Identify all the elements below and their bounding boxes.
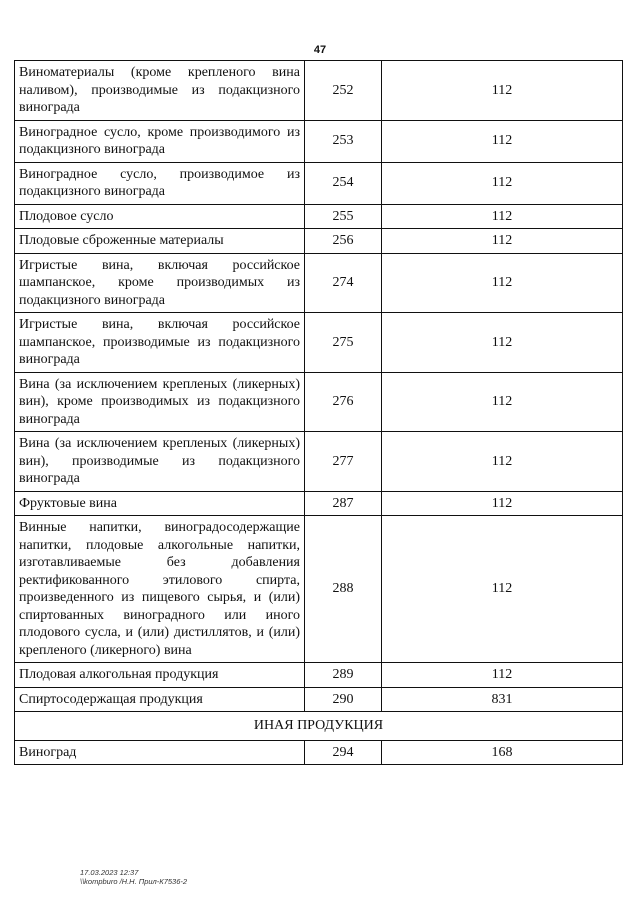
table-row (15, 162, 623, 204)
rate-value: 112 (382, 372, 623, 432)
table-row (15, 516, 623, 663)
product-code: 252 (305, 61, 382, 121)
rate-value: 112 (382, 516, 623, 663)
product-name: Вина (за исключением крепленых (ликерных) вин), производимые из подакцизного винограда (15, 432, 305, 492)
rate-value: 831 (382, 687, 623, 712)
product-name: Вина (за исключением крепленых (ликерных) вин), кроме производимых из подакцизного винограда (15, 372, 305, 432)
product-name: Игристые вина, включая российское шампанское, кроме производимых из подакцизного винограда (15, 253, 305, 313)
section-row (15, 712, 623, 741)
rate-value: 112 (382, 120, 623, 162)
table-row (15, 372, 623, 432)
section-title: ИНАЯ ПРОДУКЦИЯ (15, 712, 623, 741)
table-row (15, 204, 623, 229)
table-row (15, 432, 623, 492)
table-row (15, 687, 623, 712)
table-row (15, 120, 623, 162)
product-name: Виноградное сусло, производимое из подакцизного винограда (15, 162, 305, 204)
product-code: 288 (305, 516, 382, 663)
table-row (15, 61, 623, 121)
rate-value: 112 (382, 162, 623, 204)
product-name: Игристые вина, включая российское шампанское, производимые из подакцизного винограда (15, 313, 305, 373)
document-footer (80, 868, 187, 886)
product-code: 294 (305, 740, 382, 765)
table-row (15, 313, 623, 373)
rates-table (14, 60, 623, 765)
product-name: Виноградное сусло, кроме производимого из подакцизного винограда (15, 120, 305, 162)
rate-value: 112 (382, 61, 623, 121)
table-row (15, 253, 623, 313)
rate-value: 112 (382, 229, 623, 254)
rate-value: 112 (382, 663, 623, 688)
product-code: 289 (305, 663, 382, 688)
table-row (15, 663, 623, 688)
product-code: 276 (305, 372, 382, 432)
product-code: 254 (305, 162, 382, 204)
rate-value: 112 (382, 253, 623, 313)
table-row (15, 491, 623, 516)
rate-value: 112 (382, 204, 623, 229)
product-name: Виноград (15, 740, 305, 765)
table-row (15, 229, 623, 254)
product-name: Фруктовые вина (15, 491, 305, 516)
product-code: 275 (305, 313, 382, 373)
rate-value: 112 (382, 313, 623, 373)
rate-value: 112 (382, 432, 623, 492)
product-code: 287 (305, 491, 382, 516)
product-name: Плодовые сброженные материалы (15, 229, 305, 254)
product-name: Спиртосодержащая продукция (15, 687, 305, 712)
rate-value: 168 (382, 740, 623, 765)
footer-author: \\kompburo /Н.Н. Прил-К7536-2 (80, 877, 188, 886)
page-number: 47 (313, 44, 327, 56)
rate-value: 112 (382, 491, 623, 516)
product-name: Винные напитки, виноградосодержащие напитки, плодовые алкогольные напитки, изготавливаемые без добавления ректификованного этилового спирта, произведенного из пищевого сырья, и (или) спиртованных виноградного или иного плодового сусла, и (или) дистиллятов, и (или) крепленого (ликерного) вина (15, 516, 305, 663)
product-code: 290 (305, 687, 382, 712)
product-code: 277 (305, 432, 382, 492)
product-code: 274 (305, 253, 382, 313)
table-row (15, 740, 623, 765)
footer-timestamp: 17.03.2023 12:37 (80, 868, 139, 877)
product-code: 255 (305, 204, 382, 229)
product-name: Плодовая алкогольная продукция (15, 663, 305, 688)
product-code: 256 (305, 229, 382, 254)
product-name: Плодовое сусло (15, 204, 305, 229)
product-name: Виноматериалы (кроме крепленого вина наливом), производимые из подакцизного винограда (15, 61, 305, 121)
product-code: 253 (305, 120, 382, 162)
